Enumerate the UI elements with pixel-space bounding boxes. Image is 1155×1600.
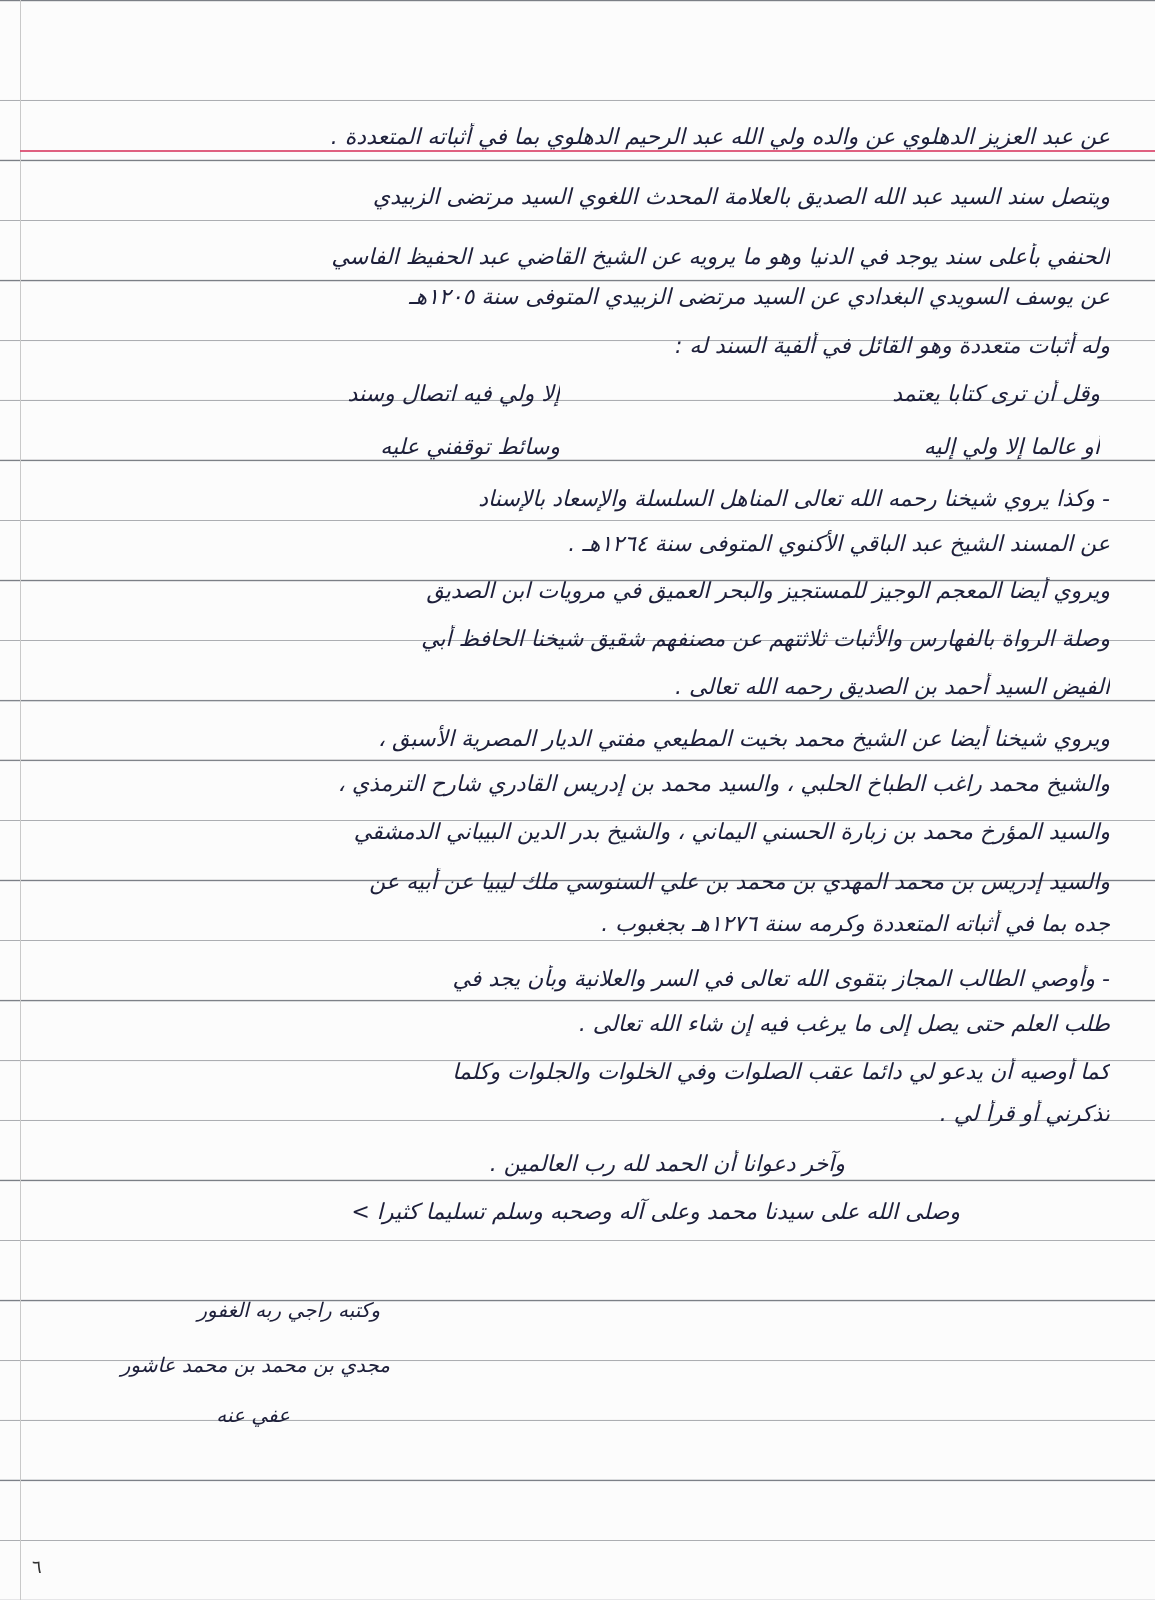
signature-line-1: وكتبه راجي ربه الغفور xyxy=(197,1298,380,1322)
text-line-10: الفيض السيد أحمد بن الصديق رحمه الله تعالى . xyxy=(675,675,1110,700)
text-line-15: جده بما في أثباته المتعددة وكرمه سنة ١٢٧٦هـ بجغبوب . xyxy=(601,912,1110,937)
text-line-11: ويروي شيخنا أيضا عن الشيخ محمد بخيت المطيعي مفتي الديار المصرية الأسبق ، xyxy=(378,727,1110,752)
text-line-9: وصلة الرواة بالفهارس والأثبات ثلاثتهم عن مصنفهم شقيق شيخنا الحافظ أبي xyxy=(421,627,1110,652)
page-number: ٦ xyxy=(32,1557,42,1578)
verse-1-second-hemistich: إلا ولي فيه اتصال وسند xyxy=(347,382,560,407)
signature-line-3: عفي عنه xyxy=(216,1403,290,1427)
margin-rule xyxy=(20,0,21,1600)
salutation: وصلى الله على سيدنا محمد وعلى آله وصحبه وسلم تسليما كثيرا > xyxy=(351,1200,960,1225)
text-line-13: والسيد المؤرخ محمد بن زبارة الحسني اليماني ، والشيخ بدر الدين البيباني الدمشقي xyxy=(353,820,1110,845)
text-line-3: الحنفي بأعلى سند يوجد في الدنيا وهو ما يرويه عن الشيخ القاضي عبد الحفيظ الفاسي xyxy=(331,245,1110,270)
verse-1-first-hemistich: وقل أن ترى كتابا يعتمد xyxy=(892,382,1100,407)
text-line-14: والسيد إدريس بن محمد المهدي بن محمد بن علي السنوسي ملك ليبيا عن أبيه عن xyxy=(369,870,1110,895)
text-line-5: وله أثبات متعددة وهو القائل في ألفية السند له : xyxy=(674,334,1110,359)
text-line-19: تذكرني أو قرأ لي . xyxy=(939,1102,1110,1127)
text-line-4: عن يوسف السويدي البغدادي عن السيد مرتضى الزبيدي المتوفى سنة ١٢٠٥هـ xyxy=(409,285,1110,310)
text-line-18: كما أوصيه أن يدعو لي دائما عقب الصلوات وفي الخلوات والجلوات وكلما xyxy=(452,1060,1110,1085)
signature-name: مجدي بن محمد بن محمد عاشور xyxy=(120,1353,390,1377)
text-line-7: عن المسند الشيخ عبد الباقي الأكنوي المتوفى سنة ١٢٦٤هـ . xyxy=(568,532,1110,557)
text-line-2: ويتصل سند السيد عبد الله الصديق بالعلامة المحدث اللغوي السيد مرتضى الزبيدي xyxy=(372,185,1110,210)
verse-2-second-hemistich: وسائط توقفني عليه xyxy=(380,435,560,460)
text-line-12: والشيخ محمد راغب الطباخ الحلبي ، والسيد محمد بن إدريس القادري شارح الترمذي ، xyxy=(337,772,1110,797)
text-line-6: - وكذا يروي شيخنا رحمه الله تعالى المناهل السلسلة والإسعاد بالإسناد xyxy=(478,487,1110,512)
closing-prayer: وآخر دعوانا أن الحمد لله رب العالمين . xyxy=(489,1152,845,1177)
verse-2-first-hemistich: أو عالما إلا ولي إليه xyxy=(923,435,1100,460)
text-line-16: - وأوصي الطالب المجاز بتقوى الله تعالى في السر والعلانية وبأن يجد في xyxy=(452,967,1110,992)
text-line-8: ويروي أيضا المعجم الوجيز للمستجيز والبحر العميق في مرويات ابن الصديق xyxy=(426,579,1110,604)
text-line-1: عن عبد العزيز الدهلوي عن والده ولي الله عبد الرحيم الدهلوي بما في أثباته المتعددة . xyxy=(330,125,1110,150)
text-line-17: طلب العلم حتى يصل إلى ما يرغب فيه إن شاء الله تعالى . xyxy=(578,1012,1110,1037)
